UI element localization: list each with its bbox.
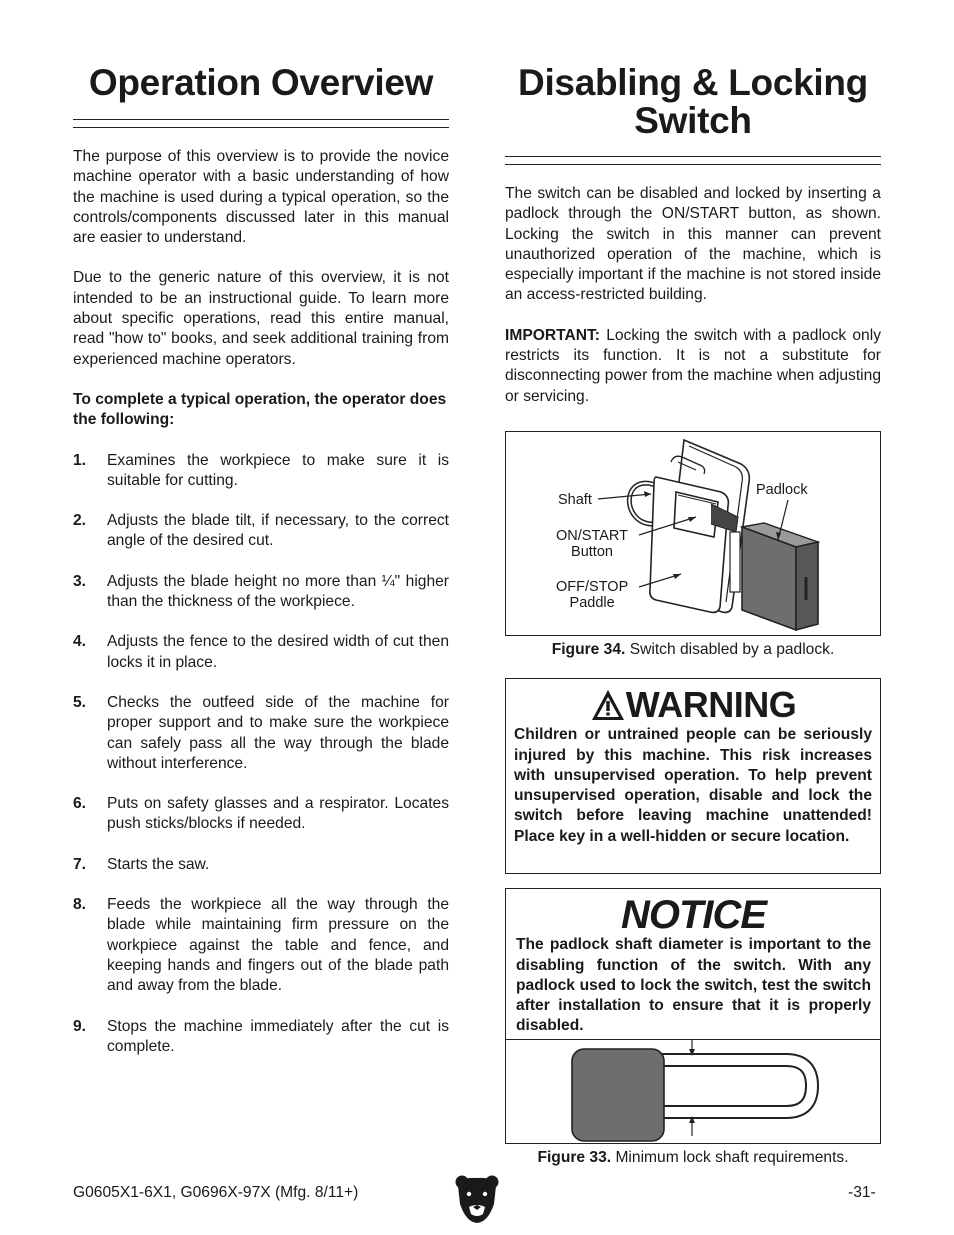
overview-paragraph-1: The purpose of this overview is to provide the novice machine operator with a basic understanding of how the machine is used during a typical operation, so the controls/components discussed later in this manual are easier to understand. <box>73 148 449 247</box>
figure-33-caption: Figure 33. Minimum lock shaft requirements. <box>537 1149 849 1167</box>
off-stop-paddle-label: OFF/STOP Paddle <box>556 578 629 611</box>
padlock-label: Padlock <box>756 481 808 498</box>
warning-word: WARNING <box>625 684 797 726</box>
figure-33-area <box>506 1039 880 1143</box>
warning-box <box>505 678 881 874</box>
shaft-label: Shaft <box>558 491 592 508</box>
step-item: 5. Checks the outfeed side of the machine for proper support and to make sure the workpiece can safely pass all the way through the blade without interference. <box>73 693 449 772</box>
disabling-locking-section <box>505 64 881 1169</box>
step-item: 3. Adjusts the blade height no more than ¼" higher than the thickness of the workpiece. <box>73 572 449 611</box>
footer-model-numbers: G0605X1-6X1, G0696X-97X (Mfg. 8/11+) <box>73 1184 359 1201</box>
notice-box <box>505 888 881 1144</box>
step-item: 9. Stops the machine immediately after the cut is complete. <box>73 1017 449 1055</box>
notice-text: The padlock shaft diameter is important to the disabling function of the switch. With any padlock used to lock the switch, test the switch after installation to ensure that it is properly disabled. <box>516 936 871 1035</box>
overview-paragraph-2: Due to the generic nature of this overview, it is not intended to be an instructional guide. To learn more about specific operations, read this entire manual, read "how to" books, and seek additional training from experienced machine operators. <box>73 269 449 368</box>
title-rule <box>505 156 881 165</box>
step-item: 6. Puts on safety glasses and a respirator. Locates push sticks/blocks if needed. <box>73 795 449 833</box>
step-item: 2. Adjusts the blade tilt, if necessary, to the correct angle of the desired cut. <box>73 512 449 550</box>
switch-paragraph: The switch can be disabled and locked by inserting a padlock through the ON/START button, as shown. Locking the switch in this manner can prevent unauthorized operation of the machine, which is especially important if the machine is not stored inside an access-restricted building. <box>505 185 881 304</box>
grizzly-bear-icon <box>454 1174 500 1224</box>
figure-34-caption: Figure 34. Switch disabled by a padlock. <box>551 640 835 658</box>
step-item: 1. Examines the workpiece to make sure it is suitable for cutting. <box>73 451 449 489</box>
figure-34-box <box>505 431 881 636</box>
warning-header <box>514 685 872 725</box>
bear-logo <box>454 1174 500 1229</box>
disabling-locking-title: Disabling & Locking Switch <box>518 62 868 141</box>
notice-word: NOTICE <box>620 893 767 938</box>
overview-lead: To complete a typical operation, the operator does the following: <box>73 390 447 429</box>
warning-text: Children or untrained people can be seriously injured by this machine. This risk increases with unsupervised operation. To help prevent unsupervised operation, disable and lock the switch before leaving machine unattended! Place key in a well-hidden or secure location. <box>514 726 872 845</box>
operation-overview-section <box>73 64 449 1057</box>
on-start-button-label: ON/START Button <box>556 527 628 560</box>
operation-overview-title: Operation Overview <box>88 62 434 103</box>
step-item: 4. Adjusts the fence to the desired width of cut then locks it in place. <box>73 633 449 671</box>
step-item: 7. Starts the saw. <box>73 855 210 873</box>
page-number: -31- <box>848 1184 876 1201</box>
notice-content <box>506 889 880 1035</box>
step-item: 8. Feeds the workpiece all the way through the blade while maintaining firm pressure on the workpiece against the table and fence, and keeping hands and fingers out of the blade path and away from the blade. <box>73 896 449 995</box>
title-rule <box>73 119 449 128</box>
important-paragraph: IMPORTANT: Locking the switch with a padlock only restricts its function. It is not a substitute for disconnecting power from the machine when adjusting or servicing. <box>505 326 881 405</box>
operation-steps-list <box>73 451 449 1058</box>
padlock-shaft-illustration <box>506 1040 879 1144</box>
warning-triangle-icon <box>590 688 626 722</box>
